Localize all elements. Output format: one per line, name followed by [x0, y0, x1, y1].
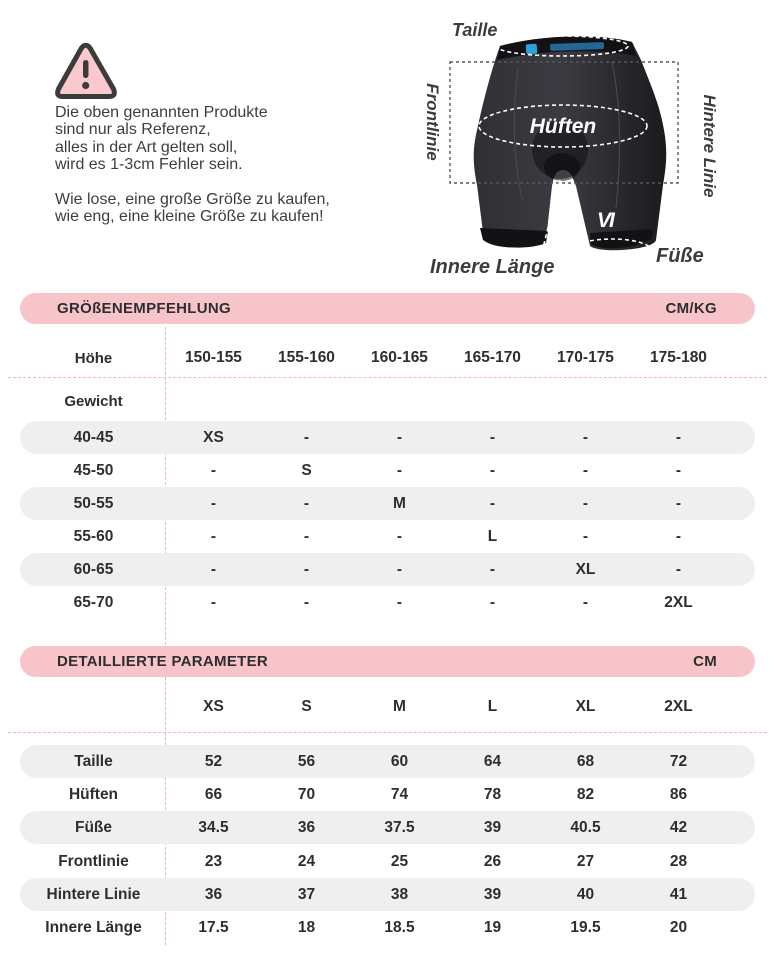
- param-table-unit: CM: [693, 653, 717, 670]
- size-cell: -: [303, 494, 310, 512]
- size-cell: -: [303, 428, 310, 446]
- weight-range: 45-50: [73, 461, 114, 479]
- param-table-title: DETAILLIERTE PARAMETER: [57, 653, 269, 670]
- weight-range: 60-65: [73, 560, 114, 578]
- param-value: 19: [483, 918, 502, 936]
- weight-range: 55-60: [73, 527, 114, 545]
- weight-range: 40-45: [73, 428, 114, 446]
- param-value: 26: [483, 852, 502, 870]
- size-cell: -: [489, 560, 496, 578]
- param-value: 28: [669, 852, 688, 870]
- param-value: 17.5: [198, 918, 229, 936]
- size-cell: -: [675, 527, 682, 545]
- size-table-banner: [20, 293, 755, 324]
- param-value: 40.5: [570, 818, 601, 836]
- param-value: 40: [576, 885, 595, 903]
- size-cell: -: [675, 428, 682, 446]
- param-value: 86: [669, 785, 688, 803]
- size-cell: -: [489, 593, 496, 611]
- waistband-logo: [526, 44, 538, 55]
- param-value: 18.5: [384, 918, 415, 936]
- param-value: 42: [669, 818, 688, 836]
- param-table-row: [20, 745, 755, 778]
- param-value: 36: [204, 885, 223, 903]
- hueften-label: Hüften: [529, 115, 597, 138]
- notice-paragraph-1: [55, 104, 415, 174]
- size-cell: -: [210, 461, 217, 479]
- size-cell: -: [210, 560, 217, 578]
- param-value: 39: [483, 818, 502, 836]
- notice-line: Die oben genannten Produkte: [55, 104, 268, 121]
- param-value: 37: [297, 885, 316, 903]
- fuesse-label: Füße: [656, 245, 704, 267]
- size-cell: -: [489, 428, 496, 446]
- param-table-row: [20, 778, 755, 811]
- size-cell: S: [301, 461, 312, 479]
- param-value: 72: [669, 752, 688, 770]
- height-range: 175-180: [650, 349, 707, 366]
- height-range: 155-160: [278, 349, 335, 366]
- size-header: L: [487, 698, 498, 715]
- height-label: Höhe: [74, 349, 113, 367]
- size-header: XL: [575, 698, 596, 715]
- param-value: 20: [669, 918, 688, 936]
- notice-text: [55, 104, 415, 242]
- param-label: Frontlinie: [58, 852, 129, 870]
- weight-range: 65-70: [73, 593, 114, 611]
- size-cell: -: [489, 461, 496, 479]
- size-cell: -: [582, 527, 589, 545]
- notice-line: alles in der Art gelten soll,: [55, 138, 238, 156]
- size-table-title: GRÖßENEMPFEHLUNG: [57, 300, 231, 317]
- param-table-row: [20, 878, 755, 911]
- height-range: 165-170: [464, 349, 521, 366]
- warning-icon: [54, 41, 118, 103]
- size-table-unit: CM/KG: [665, 300, 717, 317]
- size-cell: -: [303, 527, 310, 545]
- size-cell: -: [675, 494, 682, 512]
- size-table-row: [20, 586, 755, 619]
- notice-line: Wie lose, eine große Größe zu kaufen,: [55, 190, 330, 208]
- param-table-sizes-row: [20, 689, 755, 725]
- height-range: 170-175: [557, 349, 614, 366]
- size-cell: -: [210, 593, 217, 611]
- height-range: 150-155: [185, 349, 242, 366]
- size-cell: -: [396, 593, 403, 611]
- size-header: XS: [203, 698, 224, 715]
- notice-paragraph-2: [55, 191, 415, 226]
- param-value: 60: [390, 752, 409, 770]
- product-measurement-diagram: [400, 0, 775, 290]
- param-value: 64: [483, 752, 502, 770]
- param-value: 27: [576, 852, 595, 870]
- param-value: 24: [297, 852, 316, 870]
- param-value: 39: [483, 885, 502, 903]
- param-value: 70: [297, 785, 316, 803]
- size-cell: -: [582, 428, 589, 446]
- innere-laenge-label: Innere Länge: [430, 256, 555, 278]
- param-label: Taille: [74, 752, 113, 770]
- param-value: 36: [297, 818, 316, 836]
- param-value: 25: [390, 852, 409, 870]
- size-cell: L: [487, 527, 498, 545]
- size-header: M: [393, 698, 406, 715]
- size-cell: -: [210, 494, 217, 512]
- size-table-row: [20, 454, 755, 487]
- param-value: 37.5: [384, 818, 415, 836]
- param-value: 68: [576, 752, 595, 770]
- size-cell: XS: [203, 428, 224, 446]
- warning-exclamation-dot: [82, 82, 89, 89]
- cuff-left: [480, 228, 548, 248]
- param-value: 38: [390, 885, 409, 903]
- param-value: 52: [204, 752, 223, 770]
- size-table-height-row: [20, 338, 755, 378]
- chamois-pad-inner: [544, 153, 580, 181]
- height-range: 160-165: [371, 349, 428, 366]
- size-header: S: [301, 698, 312, 715]
- size-cell: -: [396, 560, 403, 578]
- param-value: 23: [204, 852, 223, 870]
- param-value: 18: [297, 918, 316, 936]
- size-table-row: [20, 520, 755, 553]
- weight-range: 50-55: [73, 494, 114, 512]
- size-header: 2XL: [664, 698, 693, 715]
- size-table-weight-row: [20, 381, 755, 421]
- notice-line: wie eng, eine kleine Größe zu kaufen!: [55, 208, 324, 226]
- size-cell: -: [396, 461, 403, 479]
- size-table-row: [20, 553, 755, 586]
- param-table-row: [20, 845, 755, 878]
- frontlinie-label: Frontlinie: [423, 83, 442, 161]
- param-table-divider: [8, 732, 767, 733]
- size-cell: 2XL: [664, 593, 693, 611]
- size-cell: -: [396, 428, 403, 446]
- size-table-row: [20, 487, 755, 520]
- param-value: 66: [204, 785, 223, 803]
- param-value: 19.5: [570, 918, 601, 936]
- size-cell: M: [393, 494, 406, 512]
- notice-line: wird es 1-3cm Fehler sein.: [55, 156, 243, 174]
- size-cell: -: [582, 593, 589, 611]
- size-cell: XL: [575, 560, 596, 578]
- size-cell: -: [210, 527, 217, 545]
- size-table-row: [20, 421, 755, 454]
- size-cell: -: [303, 560, 310, 578]
- size-cell: -: [582, 494, 589, 512]
- warning-exclamation-bar: [83, 60, 89, 78]
- size-cell: -: [675, 461, 682, 479]
- param-label: Füße: [74, 818, 113, 836]
- hintere-linie-label: Hintere Linie: [700, 94, 719, 198]
- param-value: 41: [669, 885, 688, 903]
- param-value: 74: [390, 785, 409, 803]
- size-cell: -: [303, 593, 310, 611]
- param-table-row: [20, 811, 755, 844]
- size-cell: -: [675, 560, 682, 578]
- param-label: Innere Länge: [45, 918, 142, 936]
- param-label: Hintere Linie: [46, 885, 141, 903]
- param-value: 56: [297, 752, 316, 770]
- param-value: 34.5: [198, 818, 229, 836]
- size-cell: -: [582, 461, 589, 479]
- param-label: Hüften: [68, 785, 119, 803]
- param-value: 78: [483, 785, 502, 803]
- param-value: 82: [576, 785, 595, 803]
- param-table-row: [20, 911, 755, 944]
- weight-label: Gewicht: [64, 392, 123, 410]
- thigh-logo: VI: [597, 209, 613, 232]
- size-cell: -: [489, 494, 496, 512]
- param-table-banner: [20, 646, 755, 677]
- notice-line: sind nur als Referenz,: [55, 121, 211, 139]
- size-cell: -: [396, 527, 403, 545]
- taille-label: Taille: [452, 20, 498, 40]
